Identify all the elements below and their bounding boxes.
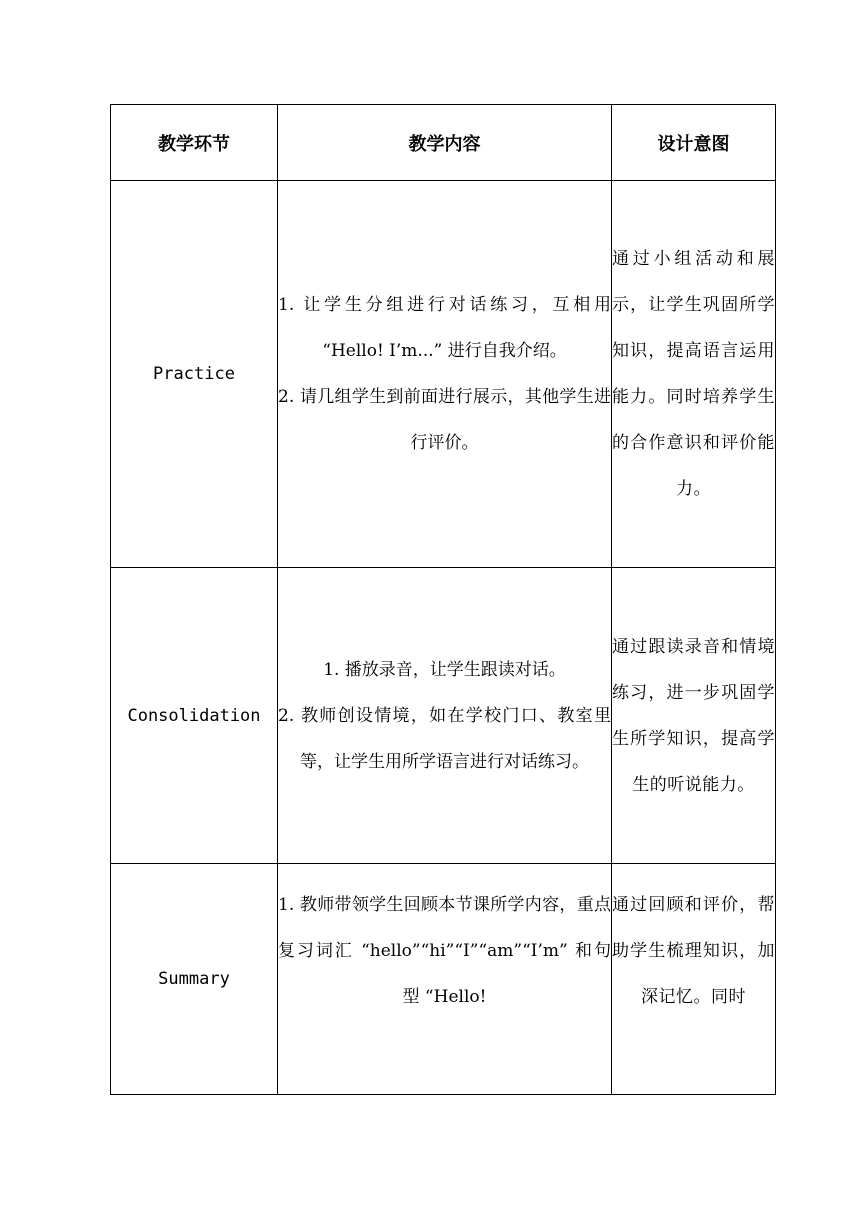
- header-intent: 设计意图: [612, 105, 776, 181]
- lesson-plan-table: [110, 104, 776, 1095]
- content-cell: [278, 568, 612, 864]
- content-cell: [278, 181, 612, 568]
- stage-cell: Consolidation: [111, 568, 278, 864]
- stage-cell: Practice: [111, 181, 278, 568]
- stage-cell: Summary: [111, 864, 278, 1095]
- content-item: 1. 让学生分组进行对话练习，互相用 “Hello! I’m...” 进行自我介绍。: [278, 295, 611, 361]
- content-item: 2. 教师创设情境，如在学校门口、教室里等，让学生用所学语言进行对话练习。: [278, 705, 611, 772]
- header-content: 教学内容: [278, 105, 612, 181]
- intent-cell: 通过小组活动和展示，让学生巩固所学知识，提高语言运用能力。同时培养学生的合作意识和评价能力。: [612, 181, 776, 568]
- intent-cell: 通过回顾和评价，帮助学生梳理知识，加深记忆。同时: [612, 864, 776, 1095]
- content-item: 1. 教师带领学生回顾本节课所学内容，重点复习词汇 “hello”“hi”“I”“am”“I’m” 和句型 “Hello!: [278, 895, 611, 1007]
- table-row: [111, 864, 776, 1095]
- content-cell: [278, 864, 612, 1095]
- table-header-row: [111, 105, 776, 181]
- intent-cell: 通过跟读录音和情境练习，进一步巩固学生所学知识，提高学生的听说能力。: [612, 568, 776, 864]
- table-row: [111, 181, 776, 568]
- content-item: 1. 播放录音，让学生跟读对话。: [323, 659, 566, 680]
- header-stage: 教学环节: [111, 105, 278, 181]
- table-row: [111, 568, 776, 864]
- content-item: 2. 请几组学生到前面进行展示，其他学生进行评价。: [278, 387, 611, 453]
